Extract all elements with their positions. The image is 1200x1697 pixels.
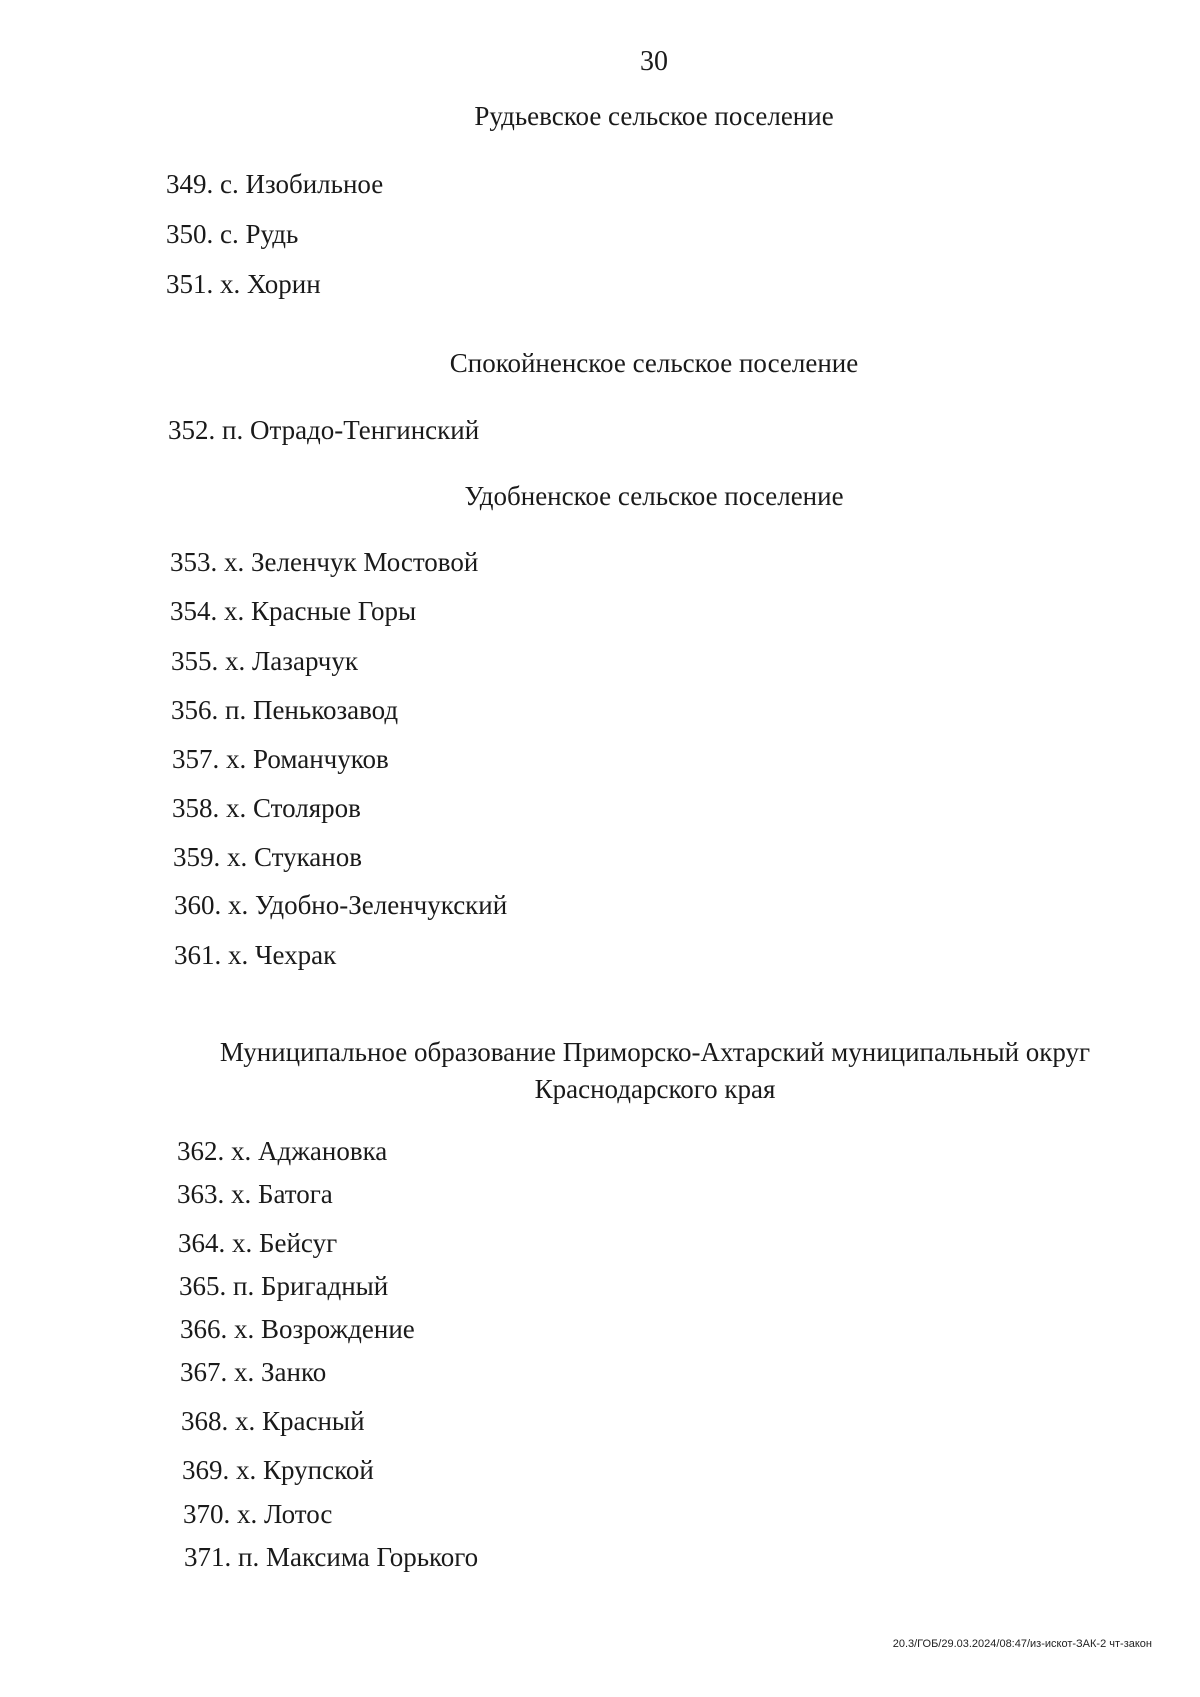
- section-heading-line2: Краснодарского края: [534, 1074, 776, 1104]
- list-item: 351. х. Хорин: [166, 269, 321, 299]
- list-item: 361. х. Чехрак: [174, 940, 337, 970]
- list-item: 357. х. Романчуков: [172, 744, 389, 774]
- list-item: 369. х. Крупской: [182, 1455, 374, 1485]
- list-item: 355. х. Лазарчук: [171, 646, 358, 676]
- list-item: 363. х. Батога: [177, 1179, 333, 1209]
- list-item: 354. х. Красные Горы: [170, 596, 417, 626]
- document-footer-code: 20.3/ГОБ/29.03.2024/08:47/из-искот-ЗАК-2 чт-закон: [892, 1638, 1152, 1650]
- list-item: 362. х. Аджановка: [177, 1136, 388, 1166]
- list-item: 367. х. Занко: [180, 1357, 327, 1387]
- list-item: 356. п. Пенькозавод: [171, 695, 399, 725]
- list-item: 371. п. Максима Горького: [184, 1542, 479, 1572]
- list-item: 368. х. Красный: [181, 1406, 365, 1436]
- list-item: 350. с. Рудь: [166, 219, 299, 249]
- list-item: 358. х. Столяров: [172, 793, 361, 823]
- list-item: 364. х. Бейсуг: [178, 1228, 338, 1258]
- section-heading-spokoynenskoe: Спокойненское сельское поселение: [449, 348, 859, 378]
- list-item: 359. х. Стуканов: [173, 842, 362, 872]
- list-item: 352. п. Отрадо-Тенгинский: [168, 415, 480, 445]
- list-item: 349. с. Изобильное: [166, 169, 384, 199]
- page-number: 30: [640, 46, 668, 77]
- list-item: 370. х. Лотос: [183, 1499, 333, 1529]
- section-heading-primorsko-akhtarsky: [150, 1034, 1160, 1108]
- list-item: 360. х. Удобно-Зеленчукский: [174, 890, 508, 920]
- list-item: 353. х. Зеленчук Мостовой: [170, 547, 479, 577]
- list-item: 366. х. Возрождение: [180, 1314, 415, 1344]
- section-heading-line1: Муниципальное образование Приморско-Ахтарский муниципальный округ: [219, 1037, 1091, 1067]
- section-heading-rudyevskoe: Рудьевское сельское поселение: [474, 101, 834, 131]
- list-item: 365. п. Бригадный: [179, 1271, 389, 1301]
- section-heading-udobnenskoe: Удобненское сельское поселение: [464, 481, 844, 511]
